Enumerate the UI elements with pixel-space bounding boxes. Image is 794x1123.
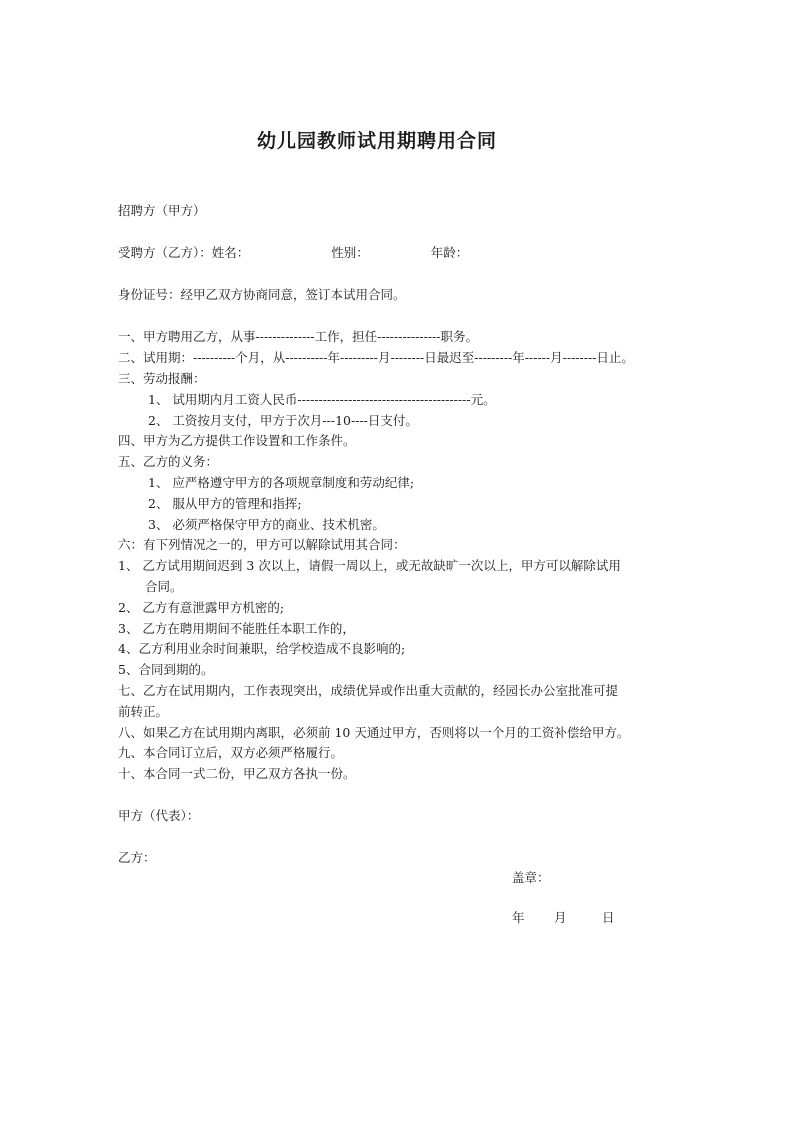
clause-2: 二、试用期：----------个月，从----------年---------月--------日最迟至---------年------月--------日止。 [118, 350, 634, 365]
clause-7-cont: 前转正。 [118, 704, 169, 719]
clause-5: 五、乙方的义务： [118, 454, 219, 469]
clause-6: 六：有下列情况之一的，甲方可以解除试用其合同： [118, 537, 406, 552]
party-b-line [118, 243, 468, 263]
age-label: 年龄： [430, 245, 469, 260]
month-label: 月 [554, 910, 567, 925]
clause-5-item-3: 3、 必须严格保守甲方的商业、技术机密。 [148, 517, 385, 532]
clause-3-item-1: 1、 试用期内月工资人民币-----------------------------------------元。 [148, 392, 496, 407]
party-a-line: 招聘方（甲方） [118, 203, 206, 218]
clause-9: 九、本合同订立后，双方必须严格履行。 [118, 745, 344, 760]
clause-7: 七、乙方在试用期内，工作表现突出，成绩优异或作出重大贡献的，经园长办公室批准可提 [118, 683, 619, 698]
gender-label: 性别： [331, 245, 369, 260]
clause-6-item-1: 1、 乙方试用期间迟到 3 次以上，请假一周以上，或无故缺旷一次以上，甲方可以解除试用 [118, 558, 621, 573]
clause-3-item-2: 2、 工资按月支付，甲方于次月---10----日支付。 [148, 413, 418, 428]
clause-6-item-3: 3、 乙方在聘用期间不能胜任本职工作的， [118, 621, 355, 636]
clause-10: 十、本合同一式二份，甲乙双方各执一份。 [118, 766, 356, 781]
day-label: 日 [602, 910, 615, 925]
clause-6-item-5: 5、合同到期的。 [118, 662, 214, 677]
clause-6-item-2: 2、 乙方有意泄露甲方机密的; [118, 600, 285, 615]
clause-6-item-4: 4、乙方利用业余时间兼职，给学校造成不良影响的; [118, 641, 406, 656]
clause-5-item-1: 1、 应严格遵守甲方的各项规章制度和劳动纪律; [148, 475, 415, 490]
party-b-sign-label: 乙方： [118, 850, 156, 865]
year-label: 年 [512, 910, 525, 925]
party-a-rep-label: 甲方（代表）： [118, 808, 200, 823]
seal-label: 盖章： [512, 870, 550, 885]
clause-3: 三、劳动报酬： [118, 371, 206, 386]
clause-8: 八、如果乙方在试用期内离职，必须前 10 天通过甲方，否则将以一个月的工资补偿给甲方。 [118, 725, 630, 740]
clause-4: 四、甲方为乙方提供工作设置和工作条件。 [118, 433, 356, 448]
clause-6-item-1-cont: 合同。 [145, 579, 183, 594]
name-label: 受聘方（乙方）：姓名： [118, 245, 250, 260]
clause-5-item-2: 2、 服从甲方的管理和指挥; [148, 496, 302, 511]
clause-1: 一、甲方聘用乙方，从事--------------工作，担任---------------职务。 [118, 329, 478, 344]
document-title: 幼儿园教师试用期聘用合同 [256, 130, 497, 152]
signing-date [512, 908, 615, 926]
id-line: 身份证号：经甲乙双方协商同意，签订本试用合同。 [118, 287, 406, 302]
